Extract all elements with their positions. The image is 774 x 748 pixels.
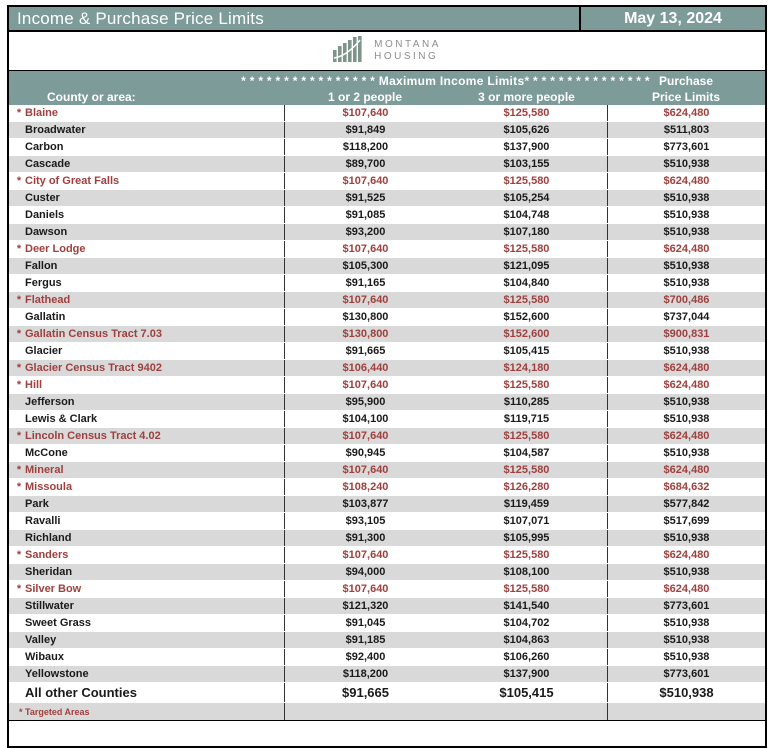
- county-cell: [9, 428, 284, 444]
- table-row: [9, 173, 765, 190]
- purchase-cell: $517,699: [607, 513, 765, 529]
- income-1-2-cell: $107,640: [284, 547, 446, 563]
- income-1-2-cell: $91,849: [284, 122, 446, 138]
- income-1-2-cell: $108,240: [284, 479, 446, 495]
- income-3plus-cell: $105,415: [499, 685, 554, 700]
- purchase-cell: $737,044: [607, 309, 765, 325]
- logo-line2: HOUSING: [374, 51, 439, 62]
- purchase-cell: $624,480: [607, 462, 765, 478]
- income-1-2-cell: $118,200: [284, 139, 446, 155]
- county-name: Valley: [25, 634, 57, 646]
- county-cell: [9, 207, 284, 223]
- county-cell: [9, 581, 284, 597]
- county-cell: [9, 615, 284, 631]
- income-3plus-cell: $105,626: [503, 124, 550, 136]
- income-3plus-cell: $137,900: [503, 141, 550, 153]
- targeted-asterisk: *: [16, 430, 22, 442]
- county-cell: [9, 632, 284, 648]
- income-3plus-cell: $125,580: [503, 549, 550, 561]
- table-row: [9, 309, 765, 326]
- county-name: Stillwater: [25, 600, 74, 612]
- county-cell: [9, 292, 284, 308]
- income-3plus-cell: $104,702: [503, 617, 550, 629]
- page-title: Income & Purchase Price Limits: [17, 8, 264, 28]
- logo-line1: MONTANA: [374, 39, 441, 50]
- income-3plus-cell: $107,180: [503, 226, 550, 238]
- county-name: Gallatin Census Tract 7.03: [25, 328, 162, 340]
- income-1-2-cell: $90,945: [284, 445, 446, 461]
- table-row: [9, 360, 765, 377]
- targeted-asterisk: *: [16, 549, 22, 561]
- county-name: Cascade: [25, 158, 71, 170]
- targeted-asterisk: *: [16, 464, 22, 476]
- income-3plus-cell: $108,100: [503, 566, 550, 578]
- table-row: [9, 122, 765, 139]
- purchase-header-line1: Purchase: [658, 74, 714, 88]
- targeted-asterisk: *: [16, 379, 22, 391]
- income-1-2-cell: $107,640: [284, 462, 446, 478]
- footnote-spacer-income: [284, 703, 607, 720]
- county-cell: [9, 360, 284, 376]
- income-3plus-cell: $119,459: [503, 498, 550, 510]
- income-3plus-cell: $125,580: [503, 379, 550, 391]
- income-1-2-cell: $107,640: [284, 292, 446, 308]
- table-body: [9, 105, 765, 703]
- county-name: All other Counties: [25, 685, 137, 700]
- income-3plus-cell: $125,580: [503, 175, 550, 187]
- purchase-cell: $773,601: [607, 666, 765, 682]
- county-name: Glacier: [25, 345, 63, 357]
- table-row: [9, 428, 765, 445]
- county-name: Park: [25, 498, 49, 510]
- county-cell: [9, 666, 284, 682]
- purchase-cell: $773,601: [607, 598, 765, 614]
- income-3plus-cell: $119,715: [503, 413, 550, 425]
- county-name: Blaine: [25, 107, 59, 119]
- table-row: [9, 275, 765, 292]
- income-3plus-cell: $121,095: [503, 260, 550, 272]
- income-3plus-column-header: 3 or more people: [478, 89, 575, 104]
- income-3plus-cell: $125,580: [503, 583, 550, 595]
- purchase-cell: $510,938: [607, 343, 765, 359]
- income-3plus-cell: $125,580: [503, 107, 550, 119]
- county-cell: [9, 241, 284, 257]
- purchase-cell: $773,601: [607, 139, 765, 155]
- income-1-2-cell: $105,300: [284, 258, 446, 274]
- income-1-2-cell: $107,640: [284, 173, 446, 189]
- county-cell: [9, 462, 284, 478]
- income-3plus-cell: $137,900: [503, 668, 550, 680]
- county-name: City of Great Falls: [25, 175, 120, 187]
- purchase-cell: $624,480: [607, 241, 765, 257]
- purchase-cell: $684,632: [607, 479, 765, 495]
- purchase-cell: $510,938: [607, 411, 765, 427]
- income-3plus-cell: $107,071: [503, 515, 550, 527]
- income-3plus-cell: $104,863: [503, 634, 550, 646]
- county-cell: [9, 275, 284, 291]
- table-row: [9, 632, 765, 649]
- county-name: Lincoln Census Tract 4.02: [25, 430, 161, 442]
- table-row: [9, 496, 765, 513]
- county-name: Deer Lodge: [25, 243, 86, 255]
- table-row: [9, 258, 765, 275]
- table-row: [9, 615, 765, 632]
- purchase-cell: $510,938: [607, 156, 765, 172]
- income-1-2-column-header: 1 or 2 people: [327, 89, 403, 104]
- targeted-asterisk: *: [16, 583, 22, 595]
- county-name: Mineral: [25, 464, 64, 476]
- county-name: Fallon: [25, 260, 58, 272]
- table-row: [9, 411, 765, 428]
- targeted-asterisk: *: [16, 107, 22, 119]
- purchase-cell: $510,938: [607, 564, 765, 580]
- income-3plus-cell: $141,540: [503, 600, 550, 612]
- income-1-2-cell: $107,640: [284, 241, 446, 257]
- purchase-cell: $510,938: [607, 224, 765, 240]
- table-row: [9, 649, 765, 666]
- purchase-cell: $510,938: [607, 394, 765, 410]
- county-name: Broadwater: [25, 124, 86, 136]
- county-cell: [9, 105, 284, 121]
- purchase-cell: $700,486: [607, 292, 765, 308]
- purchase-cell: $510,938: [607, 530, 765, 546]
- table-row: [9, 207, 765, 224]
- table-row: [9, 224, 765, 241]
- income-1-2-cell: $107,640: [284, 428, 446, 444]
- county-cell: [9, 496, 284, 512]
- income-3plus-cell: $106,260: [503, 651, 550, 663]
- table-row: [9, 139, 765, 156]
- table-row: [9, 530, 765, 547]
- county-name: Daniels: [25, 209, 65, 221]
- purchase-cell: $510,938: [607, 190, 765, 206]
- county-name: Ravalli: [25, 515, 61, 527]
- table-row: [9, 683, 765, 703]
- income-1-2-cell: $106,440: [284, 360, 446, 376]
- logo-band: [7, 32, 767, 71]
- income-1-2-cell: $93,105: [284, 513, 446, 529]
- county-cell: [9, 547, 284, 563]
- targeted-asterisk: *: [16, 328, 22, 340]
- table-header: [9, 71, 765, 105]
- income-1-2-cell: $118,200: [284, 666, 446, 682]
- county-cell: [9, 139, 284, 155]
- county-cell: [9, 530, 284, 546]
- max-income-limits-header: * * * * * * * * * * * * * * * * Maximum Income Limits* * * * * * * * * * * * * * *: [241, 74, 650, 88]
- income-1-2-cell: $121,320: [284, 598, 446, 614]
- county-name: McCone: [25, 447, 68, 459]
- county-name: Glacier Census Tract 9402: [25, 362, 162, 374]
- county-name: Sheridan: [25, 566, 73, 578]
- county-name: Hill: [25, 379, 43, 391]
- income-1-2-cell: $91,665: [284, 343, 446, 359]
- table-row: [9, 326, 765, 343]
- county-name: Lewis & Clark: [25, 413, 98, 425]
- table-row: [9, 394, 765, 411]
- income-1-2-cell: $92,400: [284, 649, 446, 665]
- income-3plus-cell: $125,580: [503, 464, 550, 476]
- income-3plus-cell: $105,254: [503, 192, 550, 204]
- targeted-asterisk: *: [16, 294, 22, 306]
- income-3plus-cell: $104,748: [503, 209, 550, 221]
- purchase-cell: $510,938: [607, 632, 765, 648]
- purchase-cell: $510,938: [607, 445, 765, 461]
- income-3plus-cell: $125,580: [503, 294, 550, 306]
- county-cell: [9, 683, 284, 702]
- purchase-cell: $624,480: [607, 377, 765, 393]
- income-3plus-cell: $103,155: [503, 158, 550, 170]
- income-3plus-cell: $126,280: [503, 481, 550, 493]
- targeted-asterisk: *: [16, 243, 22, 255]
- county-cell: [9, 479, 284, 495]
- purchase-header-line2: Price Limits: [651, 89, 721, 104]
- income-3plus-cell: $104,587: [503, 447, 550, 459]
- county-cell: [9, 394, 284, 410]
- footnote-row: [9, 703, 765, 721]
- county-cell: [9, 326, 284, 342]
- income-1-2-cell: $107,640: [284, 377, 446, 393]
- income-1-2-cell: $104,100: [284, 411, 446, 427]
- income-purchase-limits-table: [7, 71, 767, 748]
- purchase-cell: $510,938: [607, 649, 765, 665]
- montana-housing-logo: [333, 36, 441, 67]
- purchase-cell: $624,480: [607, 581, 765, 597]
- county-name: Fergus: [25, 277, 62, 289]
- county-cell: [9, 564, 284, 580]
- income-1-2-cell: $91,665: [284, 683, 446, 702]
- income-3plus-cell: $152,600: [503, 311, 550, 323]
- county-name: Dawson: [25, 226, 68, 238]
- empty-footer-area: [9, 721, 765, 746]
- bar-chart-skyline-icon: [333, 36, 367, 67]
- purchase-cell: $511,803: [607, 122, 765, 138]
- county-cell: [9, 649, 284, 665]
- table-row: [9, 292, 765, 309]
- income-1-2-cell: $95,900: [284, 394, 446, 410]
- county-name: Carbon: [25, 141, 64, 153]
- table-row: [9, 564, 765, 581]
- income-1-2-cell: $91,045: [284, 615, 446, 631]
- county-cell: [9, 190, 284, 206]
- income-1-2-cell: $93,200: [284, 224, 446, 240]
- income-1-2-cell: $94,000: [284, 564, 446, 580]
- table-row: [9, 547, 765, 564]
- income-1-2-cell: $130,800: [284, 309, 446, 325]
- county-cell: [9, 513, 284, 529]
- targeted-asterisk: *: [16, 362, 22, 374]
- effective-date: May 13, 2024: [579, 7, 765, 30]
- targeted-asterisk: *: [16, 175, 22, 187]
- table-row: [9, 105, 765, 122]
- purchase-cell: $510,938: [607, 615, 765, 631]
- table-row: [9, 377, 765, 394]
- targeted-areas-footnote: * Targeted Areas: [19, 706, 90, 717]
- county-name: Missoula: [25, 481, 73, 493]
- purchase-cell: $900,831: [607, 326, 765, 342]
- county-cell: [9, 445, 284, 461]
- income-1-2-cell: $89,700: [284, 156, 446, 172]
- county-cell: [9, 377, 284, 393]
- county-name: Sweet Grass: [25, 617, 92, 629]
- income-1-2-cell: $91,165: [284, 275, 446, 291]
- income-1-2-cell: $91,300: [284, 530, 446, 546]
- purchase-cell: $624,480: [607, 428, 765, 444]
- county-cell: [9, 598, 284, 614]
- income-1-2-cell: $103,877: [284, 496, 446, 512]
- county-cell: [9, 258, 284, 274]
- county-cell: [9, 224, 284, 240]
- income-3plus-cell: $110,285: [503, 396, 550, 408]
- income-3plus-cell: $125,580: [503, 430, 550, 442]
- county-name: Gallatin: [25, 311, 66, 323]
- income-3plus-cell: $125,580: [503, 243, 550, 255]
- logo-wordmark: [374, 39, 441, 63]
- table-row: [9, 598, 765, 615]
- targeted-asterisk: *: [16, 481, 22, 493]
- county-cell: [9, 173, 284, 189]
- purchase-cell: $624,480: [607, 173, 765, 189]
- income-1-2-cell: $130,800: [284, 326, 446, 342]
- table-row: [9, 462, 765, 479]
- table-row: [9, 156, 765, 173]
- county-cell: [9, 122, 284, 138]
- table-row: [9, 666, 765, 683]
- table-row: [9, 513, 765, 530]
- table-row: [9, 190, 765, 207]
- table-row: [9, 241, 765, 258]
- income-1-2-cell: $91,525: [284, 190, 446, 206]
- title-bar: [7, 5, 767, 32]
- table-row: [9, 343, 765, 360]
- purchase-cell: $510,938: [607, 275, 765, 291]
- income-1-2-cell: $91,085: [284, 207, 446, 223]
- income-3plus-cell: $104,840: [503, 277, 550, 289]
- county-name: Sanders: [25, 549, 69, 561]
- income-1-2-cell: $107,640: [284, 105, 446, 121]
- income-1-2-cell: $91,185: [284, 632, 446, 648]
- county-name: Yellowstone: [25, 668, 89, 680]
- purchase-cell: $624,480: [607, 547, 765, 563]
- county-column-header: County or area:: [47, 89, 136, 104]
- income-3plus-cell: $152,600: [503, 328, 550, 340]
- income-3plus-cell: $105,415: [503, 345, 550, 357]
- table-row: [9, 479, 765, 496]
- county-name: Custer: [25, 192, 60, 204]
- purchase-cell: $577,842: [607, 496, 765, 512]
- county-name: Jefferson: [25, 396, 75, 408]
- county-cell: [9, 411, 284, 427]
- income-3plus-cell: $105,995: [503, 532, 550, 544]
- county-cell: [9, 343, 284, 359]
- county-cell: [9, 309, 284, 325]
- purchase-cell: $510,938: [607, 683, 765, 702]
- purchase-cell: $510,938: [607, 207, 765, 223]
- county-name: Silver Bow: [25, 583, 82, 595]
- purchase-cell: $624,480: [607, 360, 765, 376]
- county-name: Flathead: [25, 294, 71, 306]
- table-row: [9, 445, 765, 462]
- table-row: [9, 581, 765, 598]
- income-1-2-cell: $107,640: [284, 581, 446, 597]
- purchase-cell: $624,480: [607, 105, 765, 121]
- county-name: Richland: [25, 532, 72, 544]
- footnote-spacer-purchase: [607, 703, 765, 720]
- income-3plus-cell: $124,180: [503, 362, 550, 374]
- county-cell: [9, 156, 284, 172]
- county-name: Wibaux: [25, 651, 65, 663]
- purchase-cell: $510,938: [607, 258, 765, 274]
